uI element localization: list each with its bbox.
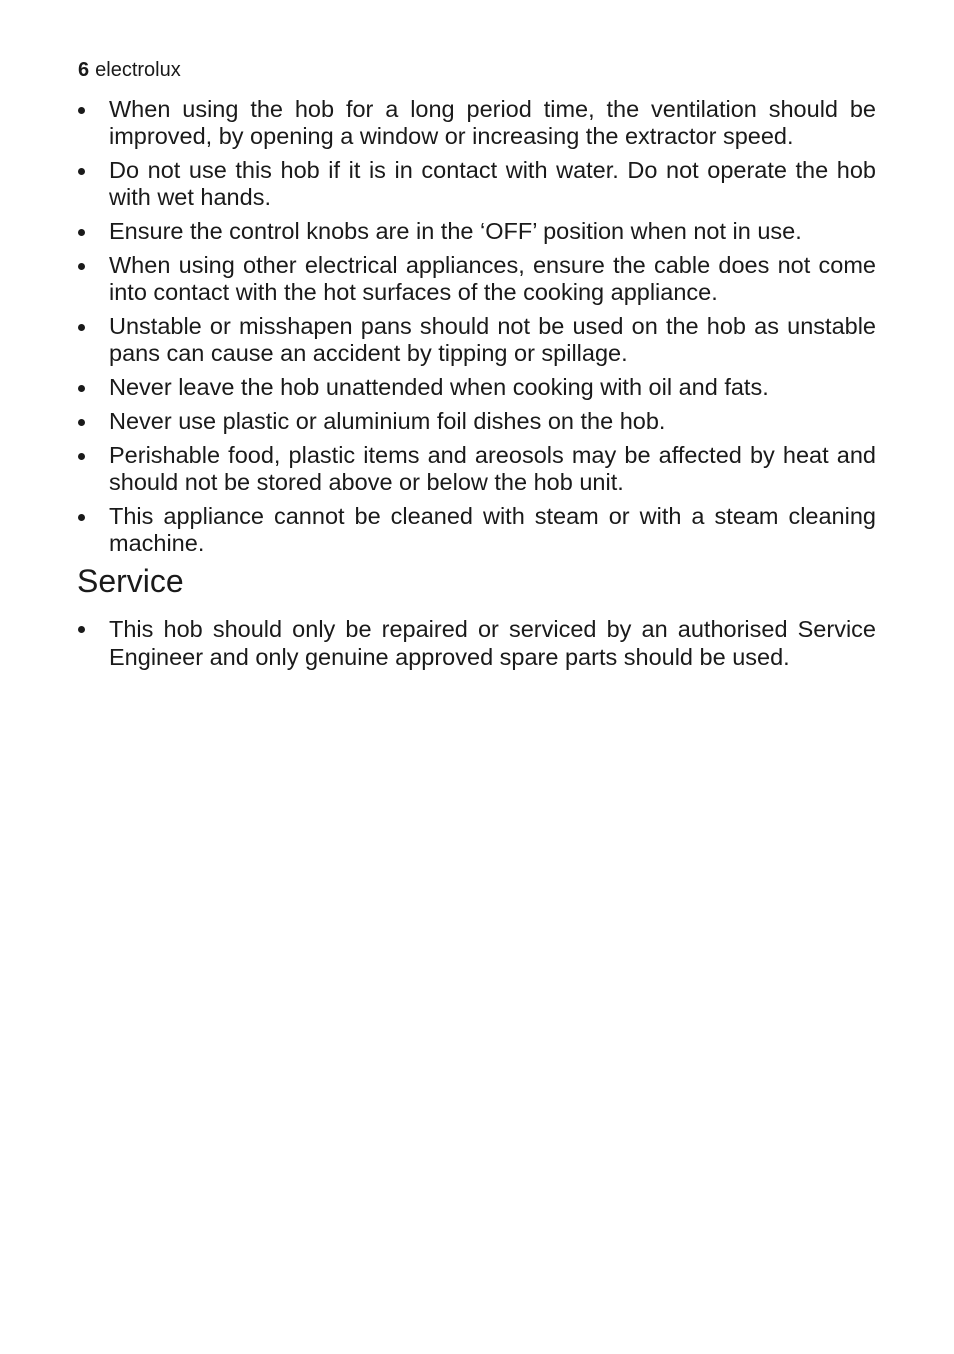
bullet-icon xyxy=(78,626,85,633)
bullet-icon xyxy=(78,263,85,270)
list-item xyxy=(78,252,876,306)
bullet-icon xyxy=(78,385,85,392)
bullet-icon xyxy=(78,107,85,114)
list-item-text: Ensure the control knobs are in the ‘OFF’ position when not in use. xyxy=(109,218,802,244)
list-item xyxy=(78,96,876,150)
list-item xyxy=(78,218,876,245)
list-item xyxy=(78,313,876,367)
list-item-text: Unstable or misshapen pans should not be used on the hob as unstable pans can cause an accident by tipping or spillage. xyxy=(109,313,876,366)
list-item-text: Never use plastic or aluminium foil dishes on the hob. xyxy=(109,408,666,434)
safety-list xyxy=(78,96,876,564)
service-list xyxy=(78,615,876,678)
bullet-icon xyxy=(78,324,85,331)
list-item xyxy=(78,615,876,671)
list-item xyxy=(78,503,876,557)
bullet-icon xyxy=(78,419,85,426)
list-item-text: When using the hob for a long period time, the ventilation should be improved, by opening a window or increasing the extractor speed. xyxy=(109,96,876,149)
list-item-text: Never leave the hob unattended when cooking with oil and fats. xyxy=(109,374,769,400)
list-item-text: When using other electrical appliances, ensure the cable does not come into contact with the hot surfaces of the cooking appliance. xyxy=(109,252,876,305)
list-item xyxy=(78,408,876,435)
list-item-text: Perishable food, plastic items and areosols may be affected by heat and should not be stored above or below the hob unit. xyxy=(109,442,876,495)
bullet-icon xyxy=(78,453,85,460)
brand-name: electrolux xyxy=(95,59,181,81)
page-number: 6 xyxy=(78,59,90,81)
list-item-text: This hob should only be repaired or serviced by an authorised Service Engineer and only genuine approved spare parts should be used. xyxy=(109,616,876,670)
list-item xyxy=(78,157,876,211)
bullet-icon xyxy=(78,229,85,236)
section-title-service: Service xyxy=(77,563,184,599)
bullet-icon xyxy=(78,514,85,521)
list-item-text: Do not use this hob if it is in contact with water. Do not operate the hob with wet hands. xyxy=(109,157,876,210)
list-item xyxy=(78,442,876,496)
bullet-icon xyxy=(78,168,85,175)
list-item-text: This appliance cannot be cleaned with steam or with a steam cleaning machine. xyxy=(109,503,876,556)
page-header xyxy=(78,58,181,82)
list-item xyxy=(78,374,876,401)
